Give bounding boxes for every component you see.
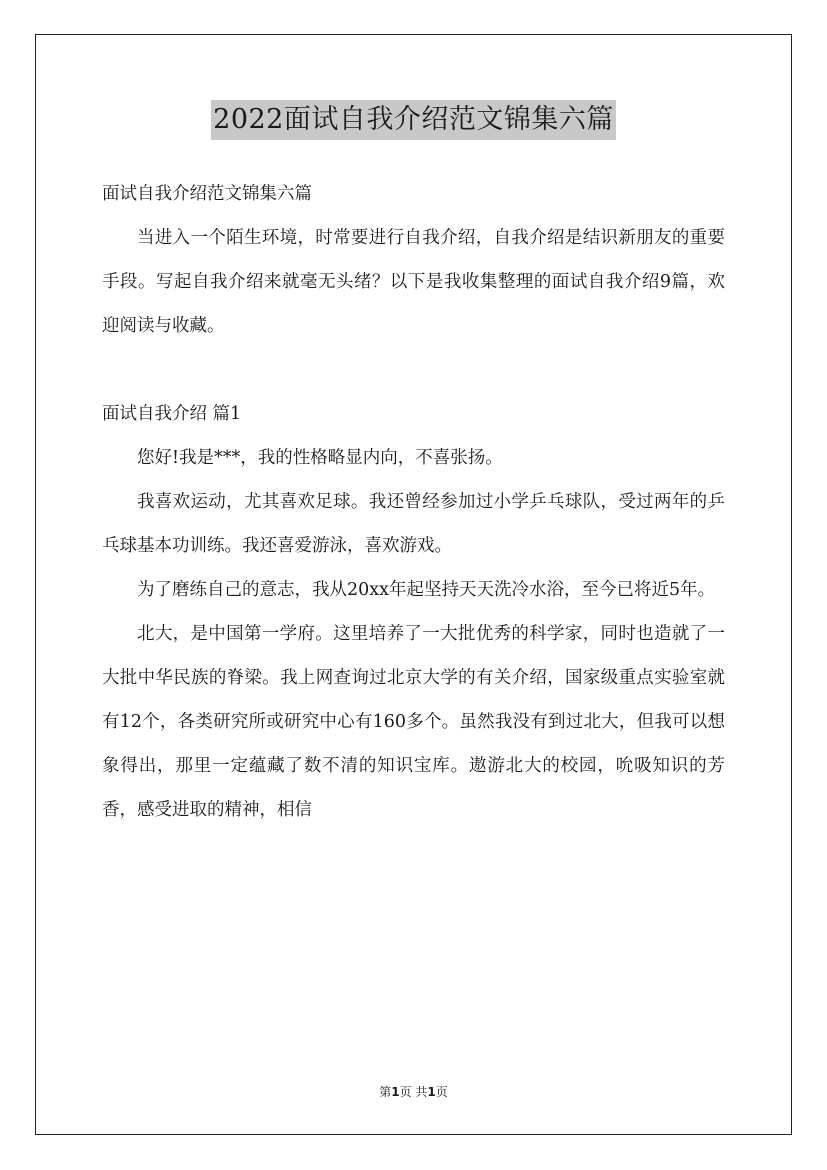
body-paragraph: 我喜欢运动，尤其喜欢足球。我还曾经参加过小学乒乓球队，受过两年的乒乓球基本功训练。我还喜爱游泳，喜欢游戏。 <box>102 492 725 556</box>
section-heading: 面试自我介绍 篇1 <box>102 404 242 424</box>
footer-page-suffix: 页 <box>435 1085 448 1099</box>
page-footer <box>0 1084 827 1100</box>
footer-page-mid: 页 共 <box>399 1085 428 1099</box>
intro-paragraph: 当进入一个陌生环境，时常要进行自我介绍，自我介绍是结识新朋友的重要手段。写起自我介绍来就毫无头绪？以下是我收集整理的面试自我介绍9篇，欢迎阅读与收藏。 <box>102 228 725 336</box>
body-paragraph: 为了磨练自己的意志，我从20xx年起坚持天天洗冷水浴，至今已将近5年。 <box>137 580 716 600</box>
footer-page-current: 1 <box>391 1085 400 1099</box>
footer-page-total: 1 <box>427 1085 436 1099</box>
body-paragraph: 您好!我是***，我的性格略显内向，不喜张扬。 <box>137 448 503 468</box>
document-body <box>102 172 725 832</box>
document-title: 2022面试自我介绍范文锦集六篇 <box>211 100 616 140</box>
title-container <box>0 100 827 140</box>
footer-page-prefix: 第 <box>379 1085 392 1099</box>
document-subtitle: 面试自我介绍范文锦集六篇 <box>102 184 312 204</box>
body-paragraph: 北大，是中国第一学府。这里培养了一大批优秀的科学家，同时也造就了一大批中华民族的脊梁。我上网查询过北京大学的有关介绍，国家级重点实验室就有12个，各类研究所或研究中心有160多个。虽然我没有到过北大，但我可以想象得出，那里一定蕴藏了数不清的知识宝库。遨游北大的校园，吮吸知识的芳香，感受进取的精神，相信 <box>102 624 725 820</box>
paragraph-gap <box>102 348 725 392</box>
